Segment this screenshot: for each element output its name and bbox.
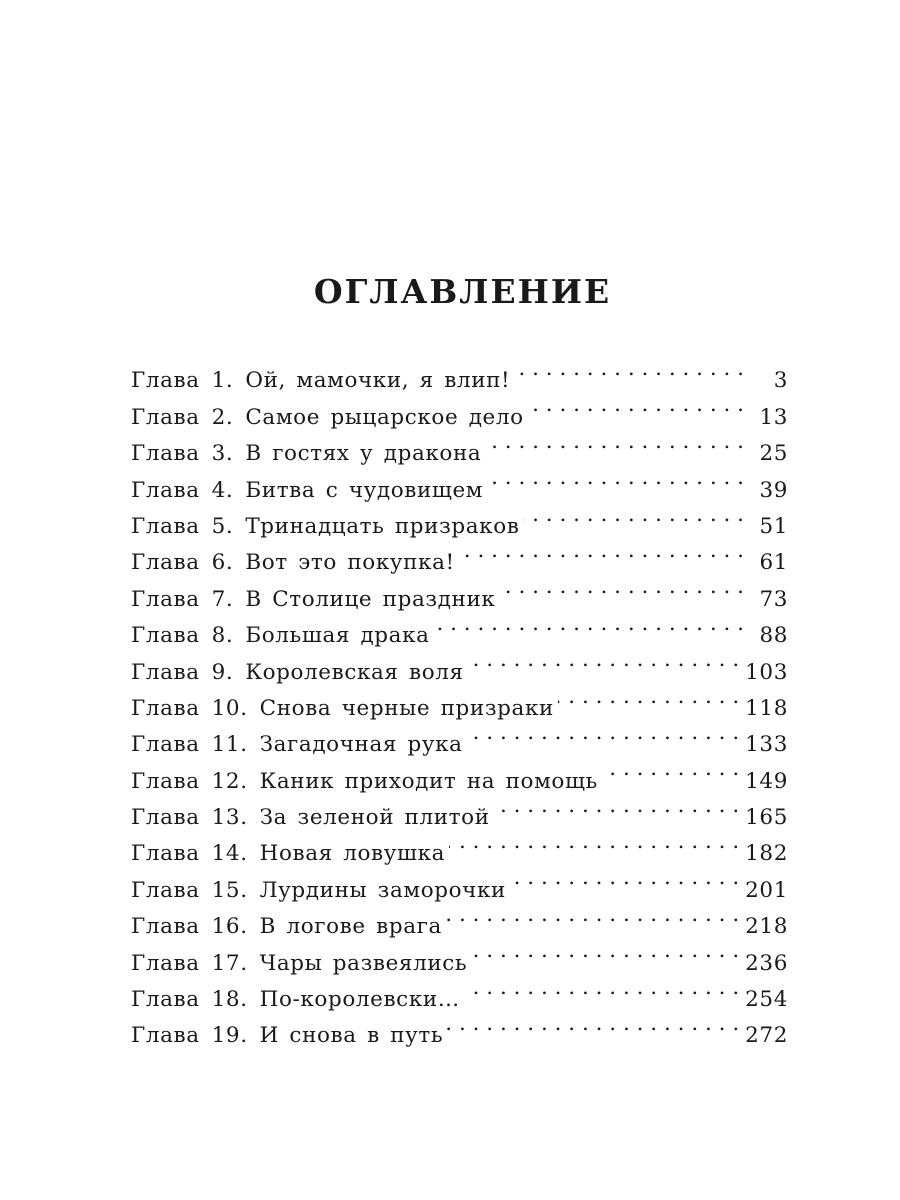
toc-chapter-title: Снова черные призраки [259,695,554,721]
toc-chapter-title: Тринадцать призраков [245,513,520,539]
toc-chapter-number: 4. [211,477,234,503]
toc-chapter-number: 5. [211,513,234,539]
toc-chapter-word: Глава [131,513,200,539]
toc-dot-leader [447,1006,739,1042]
toc-page-number: 61 [759,550,788,576]
toc-dot-leader [510,860,739,896]
toc-chapter-number: 10. [211,695,248,721]
toc-dot-leader [602,751,739,787]
toc-chapter-number: 1. [211,368,234,394]
toc-dot-leader [468,642,739,678]
toc-page-number: 218 [745,914,788,940]
toc-chapter-title: Битва с чудовищем [245,477,484,503]
toc-chapter-title: Самое рыцарское дело [245,404,524,430]
toc-dot-leader [485,424,744,460]
toc-chapter-title: Чары развеялись [259,950,468,976]
toc-page-number: 73 [759,586,788,612]
toc-page-number: 254 [745,987,788,1013]
toc-page-number: 39 [759,477,788,503]
toc-chapter-number: 18. [211,987,248,1013]
toc-chapter-number: 19. [211,1023,248,1049]
toc-chapter-number: 2. [211,404,234,430]
toc-dot-leader [467,715,740,751]
toc-dot-leader [449,824,739,860]
toc-chapter-title: В гостях у дракона [245,441,482,467]
toc-chapter-number: 14. [211,841,248,867]
toc-chapter-number: 17. [211,950,248,976]
toc-dot-leader [459,533,744,569]
toc-chapter-word: Глава [131,950,200,976]
toc-chapter-word: Глава [131,1023,200,1049]
toc-page-number: 165 [745,805,788,831]
toc-page-number: 25 [759,441,788,467]
toc-dot-leader [494,788,740,824]
toc-chapter-title: Ой, мамочки, я влип! [245,368,511,394]
toc-chapter-title: Каник приходит на помощь [259,768,598,794]
toc-chapter-number: 8. [211,623,234,649]
toc-page-number: 3 [773,368,788,394]
toc-chapter-number: 9. [211,659,234,685]
toc-chapter-number: 16. [211,914,248,940]
toc-dot-leader [523,497,744,533]
toc-chapter-word: Глава [131,987,200,1013]
toc-chapter-title: По-королевски… [259,987,460,1013]
toc-entry [131,351,788,394]
toc-page-number: 236 [745,950,788,976]
toc-chapter-word: Глава [131,586,200,612]
toc-page-number: 272 [745,1023,788,1049]
toc-dot-leader [514,351,744,387]
toc-chapter-word: Глава [131,623,200,649]
toc-chapter-word: Глава [131,368,200,394]
toc-chapter-word: Глава [131,441,200,467]
toc-chapter-title: Загадочная рука [259,732,463,758]
toc-chapter-title: Большая драка [245,623,430,649]
toc-page-number: 118 [745,695,788,721]
toc-chapter-title: И снова в путь [259,1023,444,1049]
toc-chapter-title: Новая ловушка [259,841,446,867]
toc-chapter-word: Глава [131,914,200,940]
toc-chapter-number: 7. [211,586,234,612]
toc-chapter-number: 6. [211,550,234,576]
toc-dot-leader [446,897,739,933]
toc-chapter-word: Глава [131,404,200,430]
toc-chapter-word: Глава [131,768,200,794]
toc-dot-leader [434,606,744,642]
toc-title: ОГЛАВЛЕНИЕ [313,272,612,311]
toc-chapter-word: Глава [131,659,200,685]
toc-dot-leader [558,679,739,715]
toc-dot-leader [487,460,744,496]
toc-dot-leader [464,970,739,1006]
toc-page-number: 51 [759,513,788,539]
toc-chapter-title: За зеленой плитой [259,805,490,831]
toc-dot-leader [499,569,744,605]
toc-chapter-title: В логове врага [259,914,442,940]
toc-chapter-title: Вот это покупка! [245,550,455,576]
toc-page-number: 149 [745,768,788,794]
toc-chapter-word: Глава [131,550,200,576]
toc-chapter-word: Глава [131,805,200,831]
toc-chapter-title: Королевская воля [245,659,464,685]
toc-chapter-number: 12. [211,768,248,794]
toc-page-number: 182 [745,841,788,867]
toc-page-number: 133 [745,732,788,758]
toc-dot-leader [471,933,739,969]
toc-chapter-word: Глава [131,477,200,503]
toc-page-number: 88 [759,623,788,649]
toc-chapter-word: Глава [131,732,200,758]
toc-chapter-title: В Столице праздник [245,586,496,612]
toc-dot-leader [528,387,744,423]
toc-chapter-word: Глава [131,877,200,903]
toc-page-number: 103 [745,659,788,685]
table-of-contents [131,351,788,1049]
toc-chapter-number: 13. [211,805,248,831]
toc-chapter-number: 3. [211,441,234,467]
toc-chapter-number: 11. [211,732,248,758]
toc-page-number: 201 [745,877,788,903]
toc-page-number: 13 [759,404,788,430]
toc-chapter-word: Глава [131,841,200,867]
toc-chapter-number: 15. [211,877,248,903]
toc-chapter-title: Лурдины заморочки [259,877,506,903]
toc-chapter-word: Глава [131,695,200,721]
